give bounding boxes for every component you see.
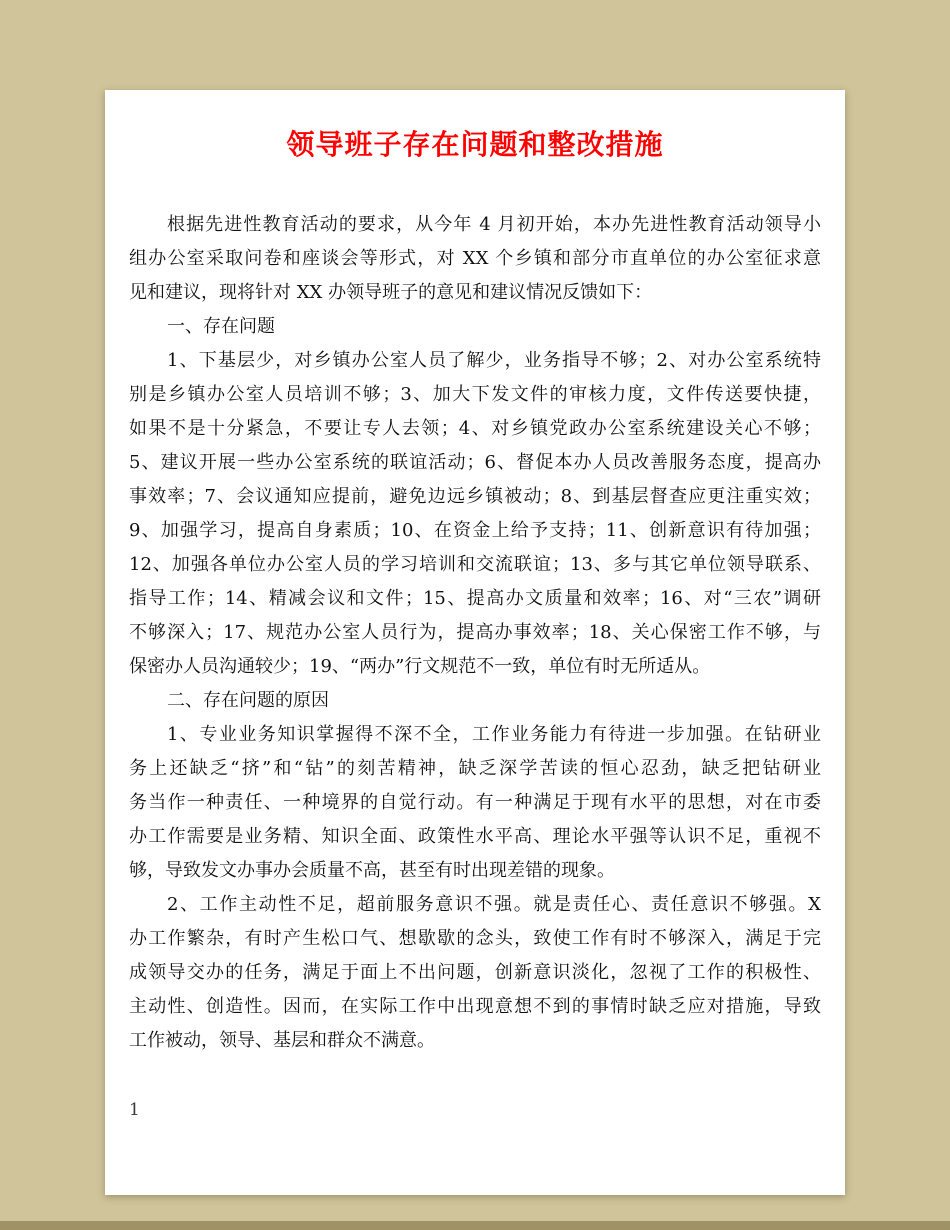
document-body [129, 208, 821, 1058]
para-reason-1 [129, 718, 821, 888]
para-reason-2 [129, 888, 821, 1058]
text-line: 主动性、创造性。因而，在实际工作中出现意想不到的事情时缺乏应对措施，导致 [129, 996, 821, 1017]
document-page [105, 90, 845, 1195]
canvas-bottom-edge [0, 1221, 950, 1230]
para-intro [129, 208, 821, 310]
para-problems-list [129, 344, 821, 684]
document-title: 领导班子存在问题和整改措施 [286, 128, 664, 161]
text-line: 2、工作主动性不足，超前服务意识不强。就是责任心、责任意识不够强。X [167, 894, 821, 915]
text-line: 见和建议，现将针对 XX 办领导班子的意见和建议情况反馈如下： [129, 282, 653, 303]
text-line: 保密办人员沟通较少；19、“两办”行文规范不一致，单位有时无所适从。 [129, 656, 711, 677]
text-line: 成领导交办的任务，满足于面上不出问题，创新意识淡化，忽视了工作的积极性、 [129, 962, 821, 983]
text-line: 9、加强学习，提高自身素质；10、在资金上给予支持；11、创新意识有待加强； [129, 520, 821, 541]
text-line: 务上还缺乏“挤”和“钻”的刻苦精神，缺乏深学苦读的恒心忍劲，缺乏把钻研业 [129, 758, 821, 779]
text-line: 务当作一种责任、一种境界的自觉行动。有一种满足于现有水平的思想，对在市委 [129, 792, 821, 813]
text-line: 够，导致发文办事办会质量不高，甚至有时出现差错的现象。 [129, 860, 615, 881]
text-line: 工作被动，领导、基层和群众不满意。 [129, 1030, 435, 1051]
text-line: 如果不是十分紧急，不要让专人去领；4、对乡镇党政办公室系统建设关心不够； [129, 418, 821, 439]
text-line: 指导工作；14、精减会议和文件；15、提高办文质量和效率；16、对“三农”调研 [129, 588, 821, 609]
text-line: 12、加强各单位办公室人员的学习培训和交流联谊；13、多与其它单位领导联系、 [129, 554, 821, 575]
text-line: 1、下基层少，对乡镇办公室人员了解少，业务指导不够；2、对办公室系统特 [167, 350, 821, 371]
heading-problems [129, 310, 821, 344]
heading-reasons [129, 684, 821, 718]
text-line: 办工作繁杂，有时产生松口气、想歇歇的念头，致使工作有时不够深入，满足于完 [129, 928, 821, 949]
text-line: 一、存在问题 [167, 316, 275, 337]
text-line: 5、建议开展一些办公室系统的联谊活动；6、督促本办人员改善服务态度，提高办 [129, 452, 821, 473]
text-line: 事效率；7、会议通知应提前，避免边远乡镇被动；8、到基层督查应更注重实效； [129, 486, 821, 507]
text-line: 不够深入；17、规范办公室人员行为，提高办事效率；18、关心保密工作不够，与 [129, 622, 821, 643]
text-line: 别是乡镇办公室人员培训不够；3、加大下发文件的审核力度，文件传送要快捷， [129, 384, 821, 405]
text-line: 二、存在问题的原因 [167, 690, 329, 711]
text-line: 根据先进性教育活动的要求，从今年 4 月初开始，本办先进性教育活动领导小 [167, 214, 821, 235]
text-line: 办工作需要是业务精、知识全面、政策性水平高、理论水平强等认识不足，重视不 [129, 826, 821, 847]
text-line: 1、专业业务知识掌握得不深不全，工作业务能力有待进一步加强。在钻研业 [167, 724, 821, 745]
page-number: 1 [129, 1100, 140, 1120]
text-line: 组办公室采取问卷和座谈会等形式，对 XX 个乡镇和部分市直单位的办公室征求意 [129, 248, 821, 269]
